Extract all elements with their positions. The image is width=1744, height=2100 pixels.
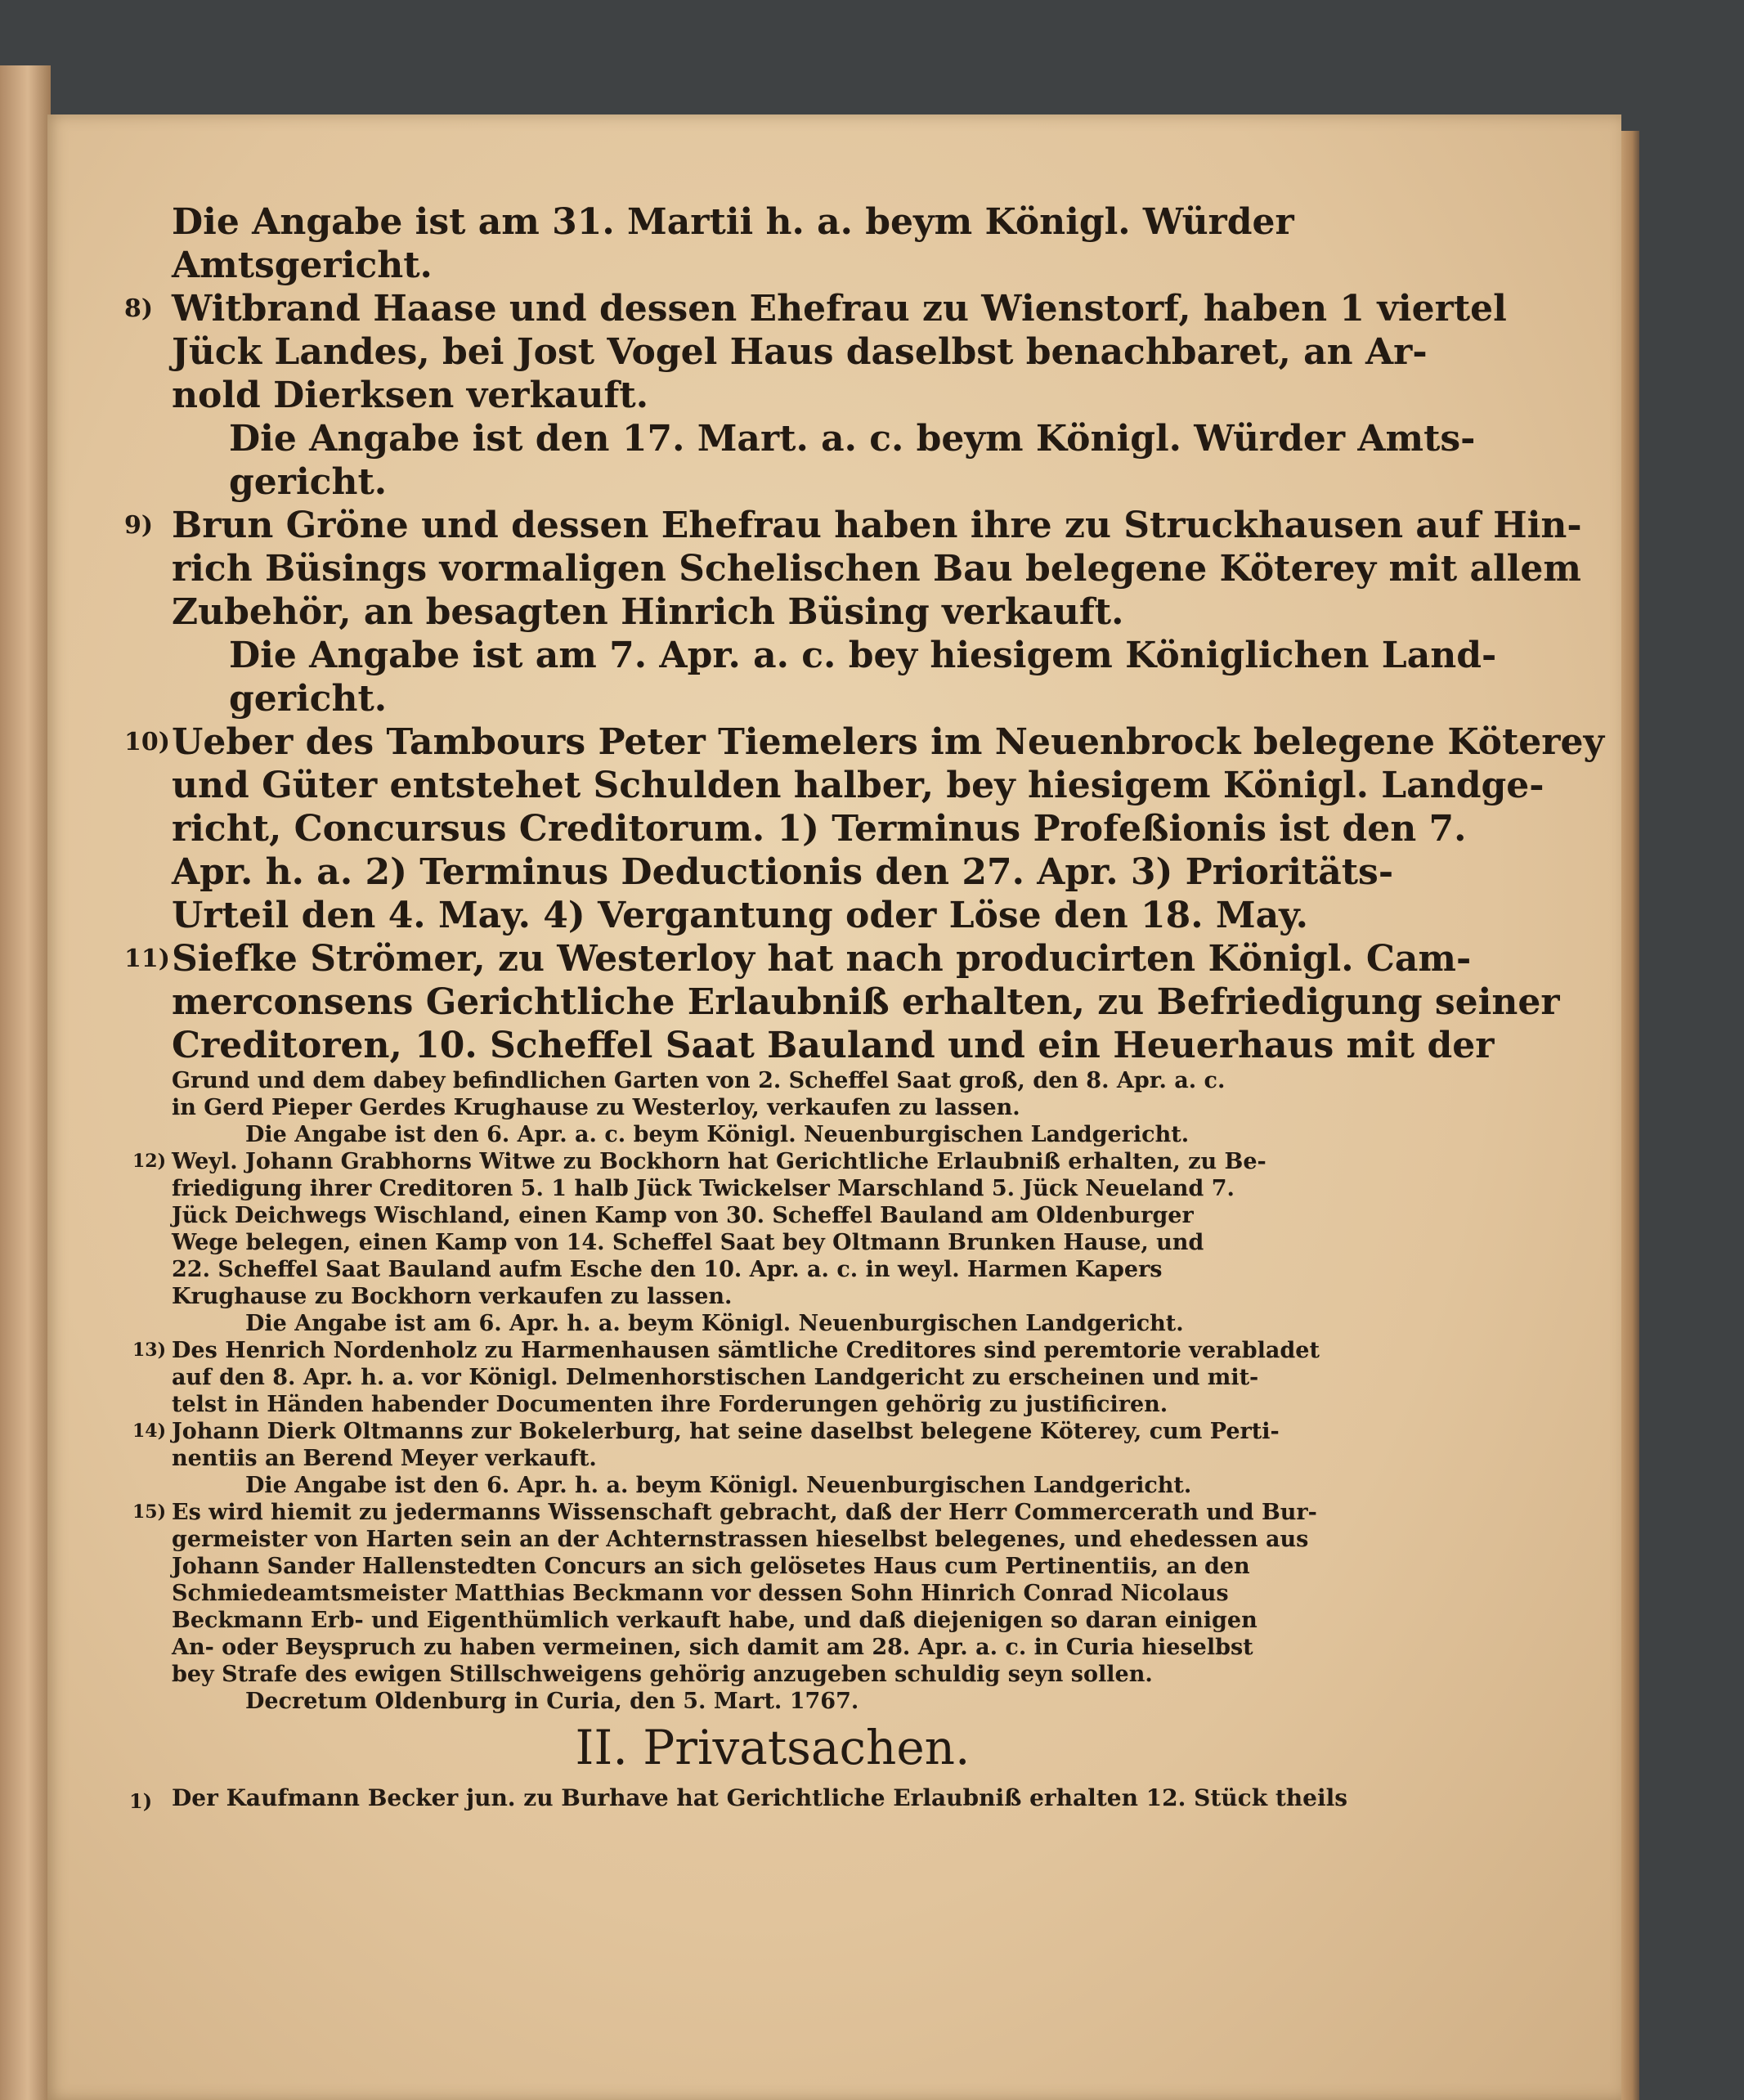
entry-12 <box>132 1148 1374 1337</box>
entry-line: Brun Gröne und dessen Ehefrau haben ihre zu Struckhausen auf Hin- <box>172 505 1582 546</box>
entry-note: Die Angabe ist den 17. Mart. a. c. beym Königl. Würder Amts- <box>229 418 1476 460</box>
section-heading: II. Privatsachen. <box>575 1720 971 1775</box>
entry-note: gericht. <box>229 678 388 720</box>
entry-number: 13) <box>132 1339 167 1361</box>
entry-number: 12) <box>132 1151 167 1172</box>
entry-line: An- oder Beyspruch zu haben vermeinen, sich damit am 28. Apr. a. c. in Curia hieselbst <box>172 1635 1253 1660</box>
entry-line: Es wird hiemit zu jedermanns Wissenschaft gebracht, daß der Herr Commercerath und Bur- <box>172 1500 1317 1525</box>
entry-8 <box>124 287 1507 504</box>
entry-line: Weyl. Johann Grabhorns Witwe zu Bockhorn hat Gerichtliche Erlaubniß erhalten, zu Be- <box>172 1149 1267 1174</box>
entries-list <box>124 200 1605 1715</box>
entry-note: Die Angabe ist am 7. Apr. a. c. bey hiesigem Königlichen Land- <box>229 635 1497 676</box>
entry-lead <box>172 200 1374 287</box>
entry-number: 10) <box>124 728 170 756</box>
entry-line: Amtsgericht. <box>172 245 433 286</box>
entry-line: friedigung ihrer Creditoren 5. 1 halb Jück Twickelser Marschland 5. Jück Neueland 7. <box>172 1176 1235 1201</box>
entry-line: rich Büsings vormaligen Schelischen Bau belegene Köterey mit allem <box>172 548 1581 590</box>
entry-line: bey Strafe des ewigen Stillschweigens gehörig anzugeben schuldig seyn sollen. <box>172 1662 1153 1687</box>
entry-line: Krughause zu Bockhorn verkaufen zu lassen. <box>172 1284 733 1309</box>
entry-number: 1) <box>129 1789 153 1813</box>
entry-10 <box>124 720 1605 937</box>
entry-line: Schmiedeamtsmeister Matthias Beckmann vor dessen Sohn Hinrich Conrad Nicolaus <box>172 1581 1229 1606</box>
entry-line: 22. Scheffel Saat Bauland aufm Esche den 10. Apr. a. c. in weyl. Harmen Kapers <box>172 1257 1163 1282</box>
entry-line: nentiis an Berend Meyer verkauft. <box>172 1446 597 1471</box>
entry-line: Des Henrich Nordenholz zu Harmenhausen sämtliche Creditores sind peremtorie verabladet <box>172 1338 1320 1363</box>
entry-line: germeister von Harten sein an der Achternstrassen hieselbst belegenes, und ehedessen aus <box>172 1527 1309 1552</box>
entry-line: richt, Concursus Creditorum. 1) Terminus Profeßionis ist den 7. <box>172 808 1467 850</box>
entry-note: Die Angabe ist den 6. Apr. a. c. beym Königl. Neuenburgischen Landgericht. <box>245 1122 1190 1147</box>
entry-13 <box>132 1337 1374 1418</box>
entry-14 <box>132 1418 1374 1499</box>
entry-line: Ueber des Tambours Peter Tiemelers im Neuenbrock belegene Köterey <box>172 721 1605 763</box>
entry-line: in Gerd Pieper Gerdes Krughause zu Westerloy, verkaufen zu lassen. <box>172 1095 1020 1120</box>
entry-number: 9) <box>124 511 154 540</box>
entry-number: 11) <box>124 945 170 973</box>
entry-line: Apr. h. a. 2) Terminus Deductionis den 27. Apr. 3) Prioritäts- <box>172 851 1394 893</box>
entry-11 <box>124 937 1560 1148</box>
entry-line: Zubehör, an besagten Hinrich Büsing verkauft. <box>172 591 1124 633</box>
final-entry <box>129 1782 1374 1815</box>
entry-line: Jück Landes, bei Jost Vogel Haus daselbst benachbaret, an Ar- <box>172 331 1428 373</box>
entry-line: und Güter entstehet Schulden halber, bey hiesigem Königl. Landge- <box>172 765 1544 806</box>
entry-line: Der Kaufmann Becker jun. zu Burhave hat Gerichtliche Erlaubniß erhalten 12. Stück theils <box>172 1784 1347 1811</box>
entry-number: 15) <box>132 1501 167 1523</box>
entry-line: Wege belegen, einen Kamp von 14. Scheffel Saat bey Oltmann Brunken Hause, und <box>172 1230 1204 1255</box>
entry-9 <box>124 504 1582 720</box>
left-page-edge <box>0 65 51 2100</box>
entry-note: Die Angabe ist am 6. Apr. h. a. beym Königl. Neuenburgischen Landgericht. <box>245 1311 1184 1336</box>
page-right-edge <box>1621 131 1639 2100</box>
entry-line: auf den 8. Apr. h. a. vor Königl. Delmenhorstischen Landgericht zu erscheinen und mit- <box>172 1365 1259 1390</box>
entry-line: Witbrand Haase und dessen Ehefrau zu Wienstorf, haben 1 viertel <box>172 288 1507 330</box>
entry-15 <box>132 1499 1374 1715</box>
entry-line: Jück Deichwegs Wischland, einen Kamp von 30. Scheffel Bauland am Oldenburger <box>172 1203 1194 1228</box>
entry-line: Siefke Strömer, zu Westerloy hat nach producirten Königl. Cam- <box>172 938 1472 980</box>
entry-line: nold Dierksen verkauft. <box>172 375 649 416</box>
entry-line: Die Angabe ist am 31. Martii h. a. beym Königl. Würder <box>172 201 1294 243</box>
entry-line: Johann Sander Hallenstedten Concurs an sich gelösetes Haus cum Pertinentiis, an den <box>172 1554 1250 1579</box>
entry-note: Decretum Oldenburg in Curia, den 5. Mart. 1767. <box>245 1689 859 1714</box>
entry-line: merconsens Gerichtliche Erlaubniß erhalten, zu Befriedigung seiner <box>172 981 1560 1023</box>
entry-note: gericht. <box>229 461 388 503</box>
entry-line: Creditoren, 10. Scheffel Saat Bauland und ein Heuerhaus mit der <box>172 1025 1495 1066</box>
entry-line: Urteil den 4. May. 4) Vergantung oder Löse den 18. May. <box>172 895 1308 936</box>
entry-number: 14) <box>132 1420 167 1442</box>
entry-line: Johann Dierk Oltmanns zur Bokelerburg, hat seine daselbst belegene Köterey, cum Perti- <box>172 1419 1280 1444</box>
page-text <box>124 200 1605 1815</box>
entry-line: telst in Händen habender Documenten ihre Forderungen gehörig zu justificiren. <box>172 1392 1168 1417</box>
entry-number: 8) <box>124 294 154 323</box>
entry-line: Beckmann Erb- und Eigenthümlich verkauft habe, und daß diejenigen so daran einigen <box>172 1608 1258 1633</box>
entry-note: Die Angabe ist den 6. Apr. h. a. beym Königl. Neuenburgischen Landgericht. <box>245 1473 1192 1498</box>
entry-line: Grund und dem dabey befindlichen Garten von 2. Scheffel Saat groß, den 8. Apr. a. c. <box>172 1068 1226 1093</box>
